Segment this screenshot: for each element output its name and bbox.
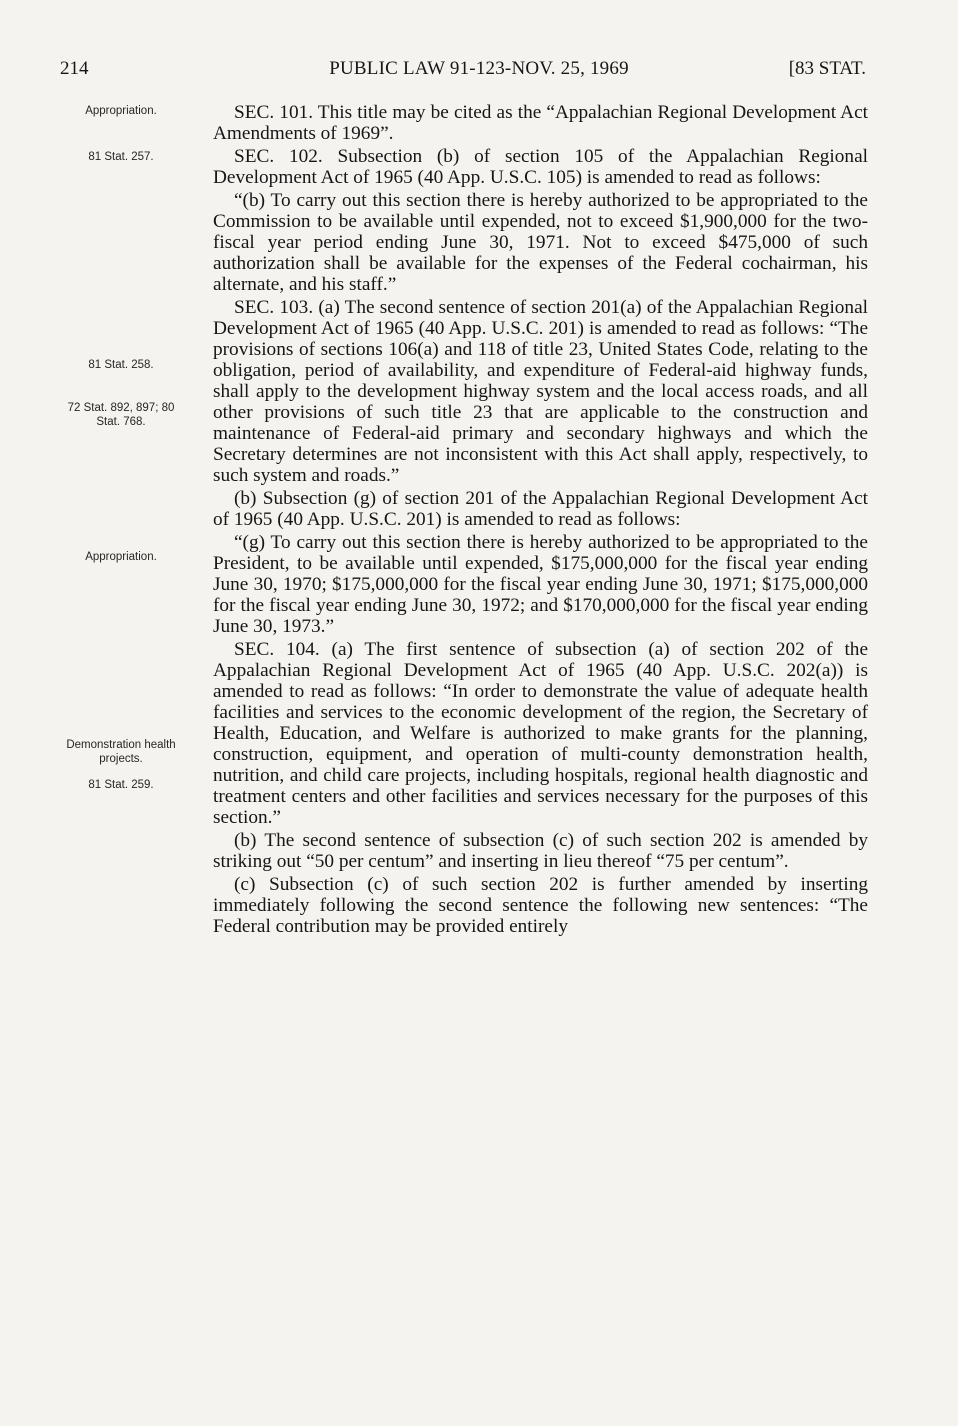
section-103-b: (b) Subsection (g) of section 201 of the Appalachian Regional Development Act of 1965 (40 App. U.S.C. 201) is amended to read as follows: <box>213 488 868 530</box>
section-104-b: (b) The second sentence of subsection (c) of such section 202 is amended by striking out “50 per centum” and inserting in lieu thereof “75 per centum”. <box>213 830 868 872</box>
section-102-b-text: “(b) To carry out this section there is hereby authorized to be appropriated to the Commission to be available until expended, not to exceed $1,900,000 for the two-fiscal year period ending June 30, 1971. Not to exceed $475,000 of such authorization shall be available for the expenses of the Federal cochairman, his alternate, and his staff.” <box>213 190 868 295</box>
margin-note-demonstration-health-projects: Demonstration health projects. <box>66 739 176 765</box>
page-header <box>0 58 958 84</box>
section-104-c: (c) Subsection (c) of such section 202 is further amended by inserting immediately following the second sentence the following new sentences: “The Federal contribution may be provided entirely <box>213 874 868 937</box>
section-103-g-text: “(g) To carry out this section there is hereby authorized to be appropriated to the President, to be available until expended, $175,000,000 for the fiscal year ending June 30, 1970; $175,000,000 for the fiscal year ending June 30, 1971; $175,000,000 for the fiscal year ending June 30, 1972; and $170,000,000 for the fiscal year ending June 30, 1973.” <box>213 532 868 637</box>
margin-note-appropriation-2: Appropriation. <box>85 551 157 563</box>
page-number: 214 <box>60 58 89 79</box>
section-103-a: SEC. 103. (a) The second sentence of section 201(a) of the Appalachian Regional Development Act of 1965 (40 App. U.S.C. 201) is amended to read as follows: “The provisions of sections 106(a) and 118 of title 23, United States Code, relating to the obligation, period of availability, and expenditure of Federal-aid highway funds, shall apply to the development highway system and the local access roads, and all other provisions of such title 23 that are applicable to the construction and maintenance of Federal-aid primary and secondary highways and which the Secretary determines are not inconsistent with this Act shall apply, respectively, to such system and roads.” <box>213 297 868 486</box>
header-stat-reference: [83 STAT. <box>788 58 866 79</box>
header-title: PUBLIC LAW 91-123-NOV. 25, 1969 <box>329 58 629 79</box>
law-text-body <box>213 102 868 939</box>
section-101: SEC. 101. This title may be cited as the “Appalachian Regional Development Act Amendments of 1969”. <box>213 102 868 144</box>
margin-note-stat-258: 81 Stat. 258. <box>88 359 154 371</box>
margin-note-stat-892: 72 Stat. 892, 897; 80 Stat. 768. <box>67 402 175 428</box>
margin-note-stat-259: 81 Stat. 259. <box>88 779 154 791</box>
margin-note-appropriation: Appropriation. <box>85 105 157 117</box>
section-104-a: SEC. 104. (a) The first sentence of subsection (a) of section 202 of the Appalachian Regional Development Act of 1965 (40 App. U.S.C. 202(a)) is amended to read as follows: “In order to demonstrate the value of adequate health facilities and services to the economic development of the region, the Secretary of Health, Education, and Welfare is authorized to make grants for the planning, construction, equipment, and operation of multi-county demonstration health, nutrition, and child care projects, including hospitals, regional health diagnostic and treatment centers and other facilities and services necessary for the purposes of this section.” <box>213 639 868 828</box>
section-102: SEC. 102. Subsection (b) of section 105 of the Appalachian Regional Development Act of 1965 (40 App. U.S.C. 105) is amended to read as follows: <box>213 146 868 188</box>
margin-note-stat-257: 81 Stat. 257. <box>88 151 154 163</box>
